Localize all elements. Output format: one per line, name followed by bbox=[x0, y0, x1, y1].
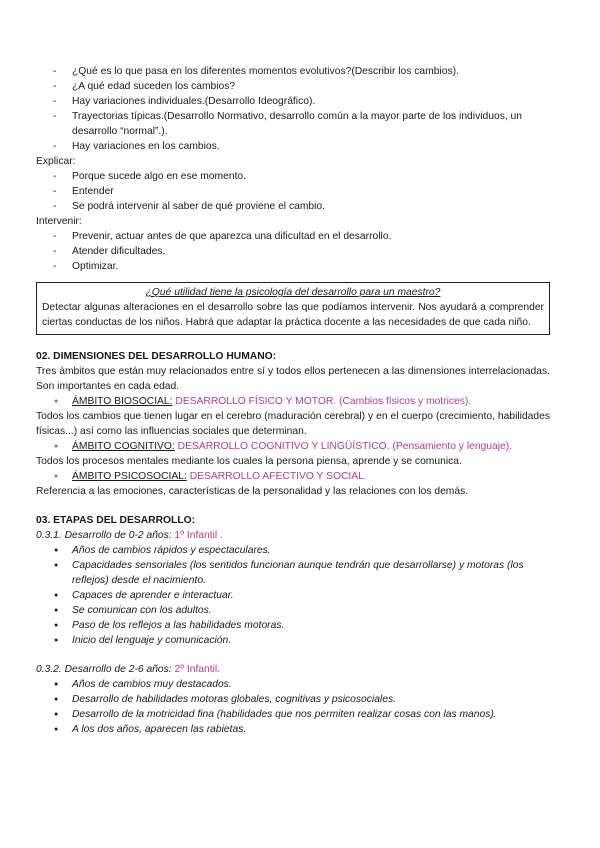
ambito-psicosocial bbox=[36, 469, 550, 484]
list-item: - Atender dificultades. bbox=[36, 244, 550, 259]
ambito-desc: DESARROLLO AFECTIVO Y SOCIAL. bbox=[186, 471, 367, 482]
list-item: - Hay variaciones individuales.(Desarrollo Ideográfico). bbox=[36, 94, 550, 109]
explicar-label: Explicar: bbox=[36, 156, 76, 167]
ambito-label: ÁMBITO COGNITIVO: bbox=[72, 441, 175, 452]
list-item: - Entender bbox=[36, 184, 550, 199]
intervenir-list bbox=[36, 229, 550, 274]
ambito-text: Referencia a las emociones, características de la personalidad y las relaciones con los demás. bbox=[36, 486, 469, 497]
list-item: ● Se comunican con los adultos. bbox=[36, 603, 550, 618]
section-2-intro: Tres ámbitos que están muy relacionados entre sí y todos ellos pertenecen a las dimensiones interrelacionadas. Son importantes en cada edad. bbox=[36, 366, 550, 392]
section-3-heading: 03. ETAPAS DEL DESARROLLO: bbox=[36, 515, 196, 526]
section-2-heading: 02. DIMENSIONES DEL DESARROLLO HUMANO: bbox=[36, 351, 277, 362]
ambito-list bbox=[36, 439, 550, 454]
stage-title: 0.3.2. Desarrollo de 2-6 años: 2º Infantil. bbox=[36, 664, 221, 675]
list-item: - Hay variaciones en los cambios. bbox=[36, 139, 550, 154]
ambito-desc: DESARROLLO COGNITIVO Y LINGÜÍSTICO. (Pensamiento y lenguaje). bbox=[174, 441, 513, 452]
ambito-biosocial bbox=[36, 394, 550, 409]
list-item: - ¿Qué es lo que pasa en los diferentes momentos evolutivos?(Describir los cambios). bbox=[36, 64, 550, 79]
list-item: ● Paso de los reflejos a las habilidades motoras. bbox=[36, 618, 550, 633]
ambito-text: Todos los procesos mentales mediante los cuales la persona piensa, aprende y se comunica. bbox=[36, 456, 462, 467]
list-item: ● Inicio del lenguaje y comunicación. bbox=[36, 633, 550, 648]
list-item: ● Desarrollo de habilidades motoras globales, cognitivas y psicosociales. bbox=[36, 692, 550, 707]
list-item: ● A los dos años, aparecen las rabietas. bbox=[36, 722, 550, 737]
ambito-desc: DESARROLLO FÍSICO Y MOTOR. (Cambios físicos y motrices). bbox=[172, 396, 472, 407]
list-item: ● Capaces de aprender e interactuar. bbox=[36, 588, 550, 603]
intervenir-label: Intervenir: bbox=[36, 216, 82, 227]
box-text: Detectar algunas alteraciones en el desarrollo sobre las que podíamos intervenir. Nos ayudará a comprender ciertas conductas de los niños. Habrá que adaptar la práctica docente a las necesidades de que cada niño. bbox=[42, 302, 544, 328]
stage-tag: 2º Infantil. bbox=[174, 664, 221, 675]
stage-title: 0.3.1. Desarrollo de 0-2 años: 1º Infantil . bbox=[36, 530, 223, 541]
intro-list bbox=[36, 64, 550, 154]
ambito-label: ÁMBITO PSICOSOCIAL: bbox=[72, 471, 187, 482]
list-item: ● Desarrollo de la motricidad fina (habilidades que nos permiten realizar cosas con las manos). bbox=[36, 707, 550, 722]
list-item: ● Años de cambios rápidos y espectaculares. bbox=[36, 543, 550, 558]
explicar-list bbox=[36, 169, 550, 214]
list-item: - Prevenir, actuar antes de que aparezca una dificultad en el desarrollo. bbox=[36, 229, 550, 244]
list-item: - Se podrá intervenir al saber de qué proviene el cambio. bbox=[36, 199, 550, 214]
stage-0-list bbox=[36, 543, 550, 648]
list-item: - ¿A qué edad suceden los cambios? bbox=[36, 79, 550, 94]
list-item: - Trayectorias típicas.(Desarrollo Normativo, desarrollo común a la mayor parte de los individuos, un desarrollo “normal”.). bbox=[36, 109, 550, 139]
ambito-text: Todos los cambios que tienen lugar en el cerebro (maduración cerebral) y en el cuerpo (crecimiento, habilidades físicas...) así como las influencias sociales que determinan. bbox=[36, 411, 550, 437]
box-title: ¿Qué utilidad tiene la psicología del desarrollo para un maestro? bbox=[145, 287, 441, 298]
ambito-label: ÁMBITO BIOSOCIAL: bbox=[72, 396, 173, 407]
list-item: - Porque sucede algo en ese momento. bbox=[36, 169, 550, 184]
stage-1-list bbox=[36, 677, 550, 737]
stage-tag: 1º Infantil . bbox=[174, 530, 223, 541]
list-item: ● Años de cambios muy destacados. bbox=[36, 677, 550, 692]
ambito-list bbox=[36, 469, 550, 484]
list-item: ● Capacidades sensoriales (los sentidos funcionan aunque tendrán que desarrollarse) y motoras (los reflejos) desde el nacimiento. bbox=[36, 558, 550, 588]
document-page bbox=[36, 64, 550, 737]
teacher-utility-box bbox=[36, 282, 550, 335]
ambito-cognitivo bbox=[36, 439, 550, 454]
list-item: - Optimizar. bbox=[36, 259, 550, 274]
ambito-list bbox=[36, 394, 550, 409]
